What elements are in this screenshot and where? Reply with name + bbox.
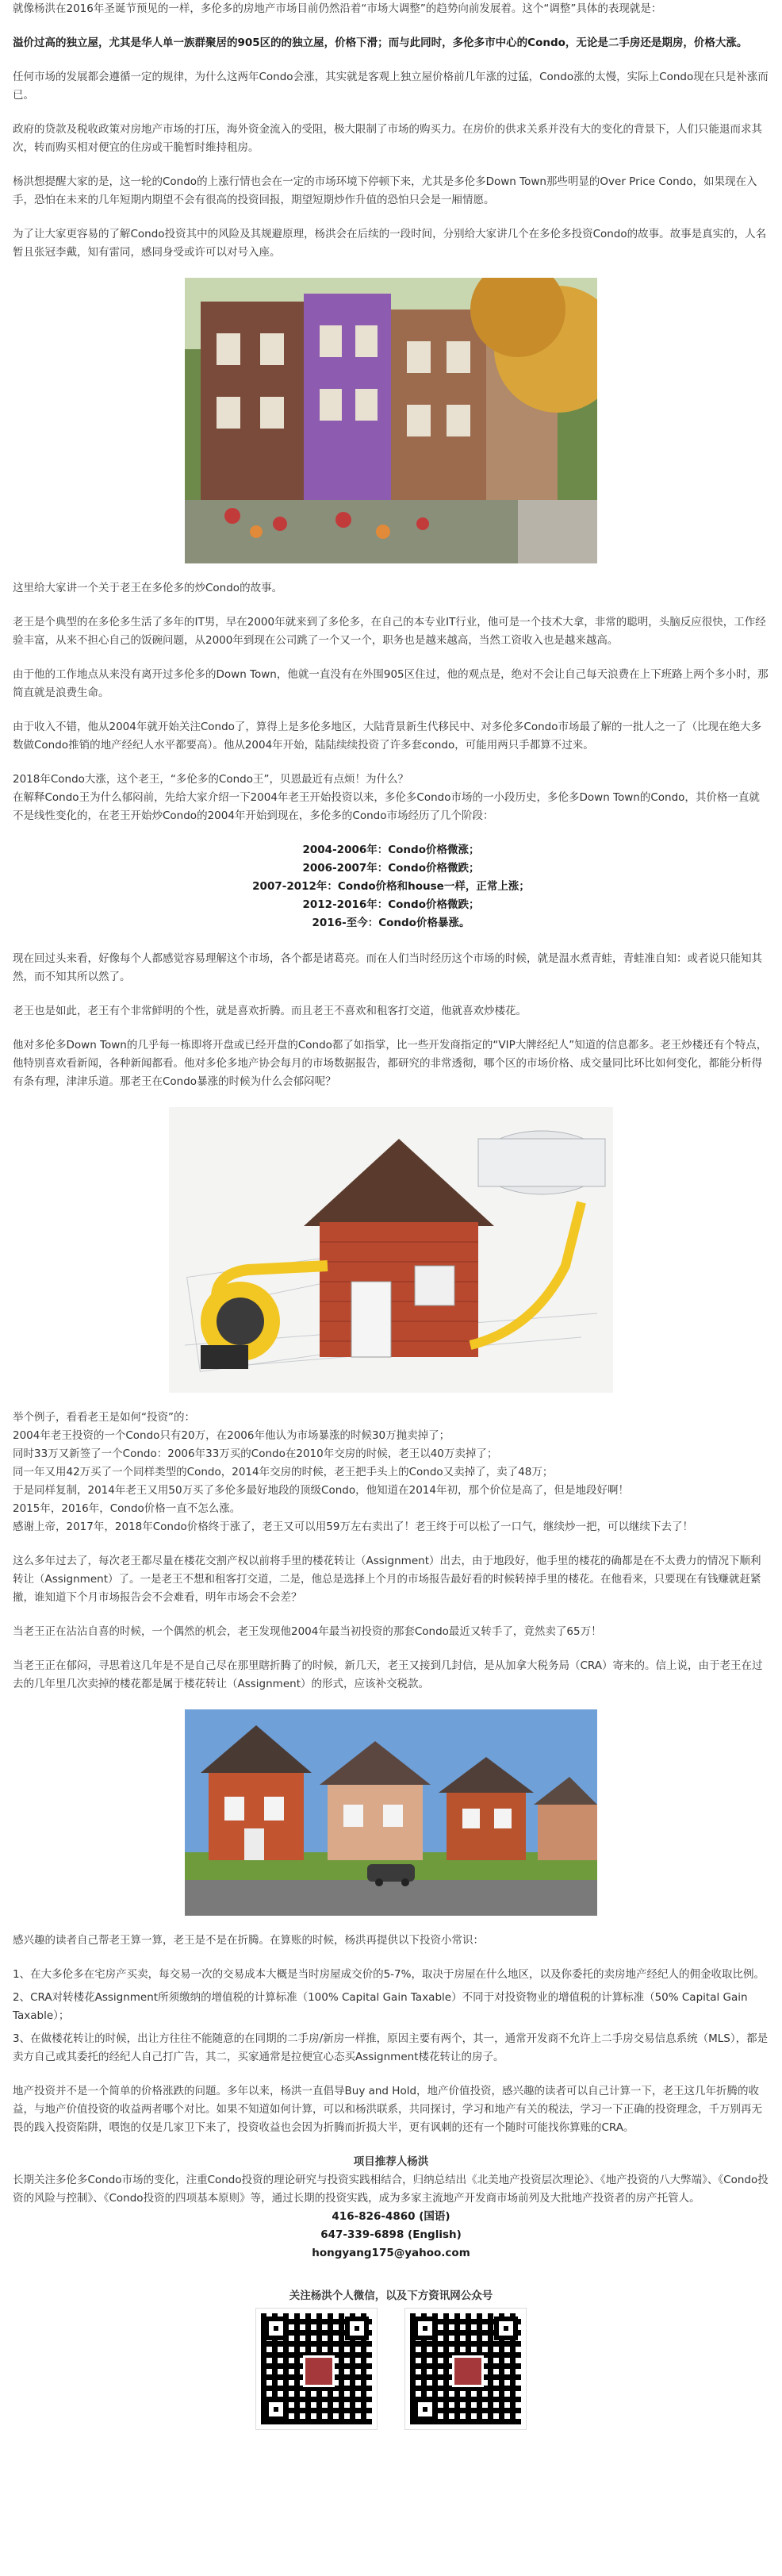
tip-item: 2、CRA对转楼花Assignment所须缴纳的增值税的计算标准（100% Capital Gain Taxable）不同于对投资物业的增值税的计算标准（50% Capital Gain Taxable）； [13, 1991, 748, 2022]
story-paragraph-9: 他对多伦多Down Town的几乎每一栋即将开盘或已经开盘的Condo都了如指掌，比一些开发商指定的“VIP大牌经纪人”知道的信息都多。老王炒楼还有个特点，他特别喜欢看新闻，各种新闻都看。他对多伦多地产协会每月的市场数据报告，都研究的非常透彻，哪个区的市场价格、成交量同比环比如何变化，都能分析得有条有理，津津乐道。那老王在Condo暴涨的时候为什么会郁闷呢？ [13, 1039, 768, 1088]
intro-paragraph-6: 为了让大家更容易的了解Condo投资其中的风险及其规避原理，杨洪会在后续的一段时间，分别给大家讲几个在多伦多投资Condo的故事。故事是真实的，人名暂且张冠李戴，知有雷同，感同身受或许可以对号入座。 [13, 228, 767, 259]
investment-tips [13, 1966, 769, 2067]
avatar [452, 2355, 484, 2387]
story-paragraph-2: 老王是个典型的在多伦多生活了多年的IT男，早在2000年就来到了多伦多，在自己的本专业IT行业，他可是一个技术大拿，非常的聪明，头脑反应很快，工作经验丰富，从来不担心自己的饭碗问题，从2000年到现在公司跳了一个又一个，职务也是越来越高，当然工资收入也是越来越高。 [13, 616, 766, 647]
deal-item: 2015年，2016年，Condo价格一直不怎么涨。 [13, 1502, 241, 1515]
intro-paragraph-3: 任何市场的发展都会遵循一定的规律，为什么这两年Condo会涨，其实就是客观上独立屋价格前几年涨的过猛，Condo涨的太慢，实际上Condo现在只是补涨而已。 [13, 71, 769, 102]
wechat-qr-code [256, 2309, 377, 2429]
closing-paragraph: 地产投资并不是一个简单的价格涨跌的问题。多年以来，杨洪一直倡导Buy and Hold，地产价值投资，感兴趣的读者可以自己计算一下，老王这几年折腾的收益，与地产价值投资的收益两者哪个对比。如果不知道如何计算，可以和杨洪联系，共同探讨，学习和地产有关的税法，学习一下正确的投资理念，千万别再无畏的践入投资陷阱，喂饱的仅是几家卫下来了，投资收益也会因为折腾而折损大半，更有讽刺的还有一个随时可能找你算账的CRA。 [13, 2085, 762, 2134]
story-paragraph-11: 这么多年过去了，每次老王都尽量在楼花交割产权以前将手里的楼花转让（Assignment）出去，由于地段好，他手里的楼花的确都是在不太费力的情况下顺利转让（Assignment）了。一是老王不想和租客打交道，二是，他总是选择上个月的市场报告最好看的时候转掉手里的楼花。在他看来，只要现在有钱赚就赶紧撤，谁知道下个月市场报告会不会难看，明年市场会不会差？ [13, 1555, 761, 1604]
story-paragraph-14: 感兴趣的读者自己帮老王算一算，老王是不是在折腾。在算账的时候，杨洪再提供以下投资小常识： [13, 1934, 484, 1947]
phone-mandarin[interactable]: 416-826-4860 (国语) [332, 2210, 450, 2223]
house-blueprint-photo [169, 1107, 613, 1393]
story-paragraph-7: 现在回过头来看，好像每个人都感觉容易理解这个市场，各个都是诸葛亮。而在人们当时经历这个市场的时候，就是温水煮青蛙，青蛙准自知：或者说只能知其然，而不知其所以然了。 [13, 952, 762, 983]
story-paragraph-13: 当老王正在郁闷，寻思着这几年是不是自己尽在那里瞎折腾了的时候，新几天，老王又接到几封信，是从加拿大税务局（CRA）寄来的。信上说，由于老王在过去的几年里几次卖掉的楼花都是属于楼花转让（Assignment）的形式，应该补交税款。 [13, 1659, 763, 1690]
deal-item: 感谢上帝，2017年，2018年Condo价格终于涨了，老王又可以用59万左右卖出了！老王终于可以松了一口气，继续炒一把，可以继续下去了！ [13, 1521, 693, 1533]
timeline-item: 2006-2007年：Condo价格微跌； [302, 862, 480, 875]
deal-item: 同一年又用42万买了一个同样类型的Condo，2014年交房的时候，老王把手头上的Condo又卖掉了，卖了48万； [13, 1466, 554, 1478]
story-paragraph-12: 当老王正在沾沾自喜的时候，一个偶然的机会，老王发现他2004年最当初投资的那套Condo最近又转手了，竟然卖了65万！ [13, 1625, 602, 1638]
email-link[interactable]: hongyang175@yahoo.com [312, 2247, 470, 2259]
qr-caption: 关注杨洪个人微信，以及下方资讯网公众号 [289, 2290, 493, 2302]
deal-item: 于是同样复制，2014年老王又用50万买了多伦多最好地段的顶级Condo，他知道在2014年初，那个价位是高了，但是地段好啊！ [13, 1484, 629, 1497]
intro-paragraph-1: 就像杨洪在2016年圣诞节预见的一样，多伦多的房地产市场目前仍然沿着“市场大调整”的趋势向前发展着。这个“调整”具体的表现就是： [13, 2, 662, 15]
suburban-houses-photo [185, 1709, 597, 1916]
deals-intro: 举个例子，看看老王是如何“投资”的： [13, 1411, 195, 1424]
timeline-item: 2004-2006年：Condo价格微涨； [302, 844, 480, 856]
deal-item: 同时33万又新签了一个Condo：2006年33万买的Condo在2010年交房的时候，老王以40万卖掉了； [13, 1448, 498, 1460]
intro-paragraph-5: 杨洪想提醒大家的是，这一轮的Condo的上涨行情也会在一定的市场环境下停顿下来，尤其是多伦多Down Town那些明显的Over Price Condo，如果现在入手，恐怕在未来的几年短期内期望不会有很高的投资回报，期望短期炒作升值的恐怕只会是一厢情愿。 [13, 175, 757, 206]
timeline-item: 2016-至今：Condo价格暴涨。 [312, 917, 470, 929]
story-paragraph-6: 在解释Condo王为什么郁闷前，先给大家介绍一下2004年老王开始投资以来，多伦多Condo市场的一小段历史，多伦多Down Town的Condo，其价格一直就不是线性变化的，在老王开始炒Condo的2004年开始到现在，多伦多的Condo市场经历了几个阶段： [13, 791, 760, 822]
deals-list [13, 1409, 769, 1536]
story-paragraph-1: 这里给大家讲一个关于老王在多伦多的炒Condo的故事。 [13, 582, 283, 594]
timeline-item: 2012-2016年：Condo价格微跌； [302, 898, 480, 911]
tip-item: 1、在大多伦多在宅房产买卖，每交易一次的交易成本大概是当时房屋成交价的5-7%，取决于房屋在什么地区，以及你委托的卖房地产经纪人的佣金收取比例。 [13, 1968, 765, 1981]
story-paragraph-5: 2018年Condo大涨，这个老王，“多伦多的Condo王”，贝恩最近有点烦！为什么？ [13, 773, 408, 786]
public-account-qr-code [405, 2309, 526, 2429]
story-paragraph-3: 由于他的工作地点从来没有离开过多伦多的Down Town，他就一直没有在外围905区住过，他的观点是，绝对不会让自己每天浪费在上下班路上两个多小时，那简直就是浪费生命。 [13, 668, 769, 699]
contact-bio: 长期关注多伦多Condo市场的变化，注重Condo投资的理论研究与投资实践相结合，归纳总结出《北美地产投资层次理论》、《地产投资的八大弊端》、《Condo投资的风险与控制》、《Condo投资的四项基本原则》等，通过长期的投资实践，成为多家主流地产开发商市场前列及大批地产投资者的房产托管人。 [13, 2174, 769, 2205]
rowhouses-photo [185, 278, 597, 563]
deal-item: 2004年老王投资的一个Condo只有20万，在2006年他认为市场暴涨的时候30万抛卖掉了； [13, 1429, 450, 1442]
timeline-item: 2007-2012年：Condo价格和house一样，正常上涨； [252, 880, 530, 893]
tip-item: 3、在做楼花转让的时候，出让方往往不能随意的在同期的二手房/新房一样推，原因主要有两个，其一，通常开发商不允许上二手房交易信息系统（MLS），都是卖方自己或其委托的经纪人自己打广告，其二，买家通常是拉便宜心态买Assignment楼花转让的房子。 [13, 2032, 769, 2063]
qr-codes [13, 2309, 769, 2429]
intro-paragraph-2: 溢价过高的独立屋，尤其是华人单一族群聚居的905区的的独立屋，价格下滑；而与此同时，多伦多市中心的Condo，无论是二手房还是期房，价格大涨。 [13, 37, 748, 49]
story-paragraph-4: 由于收入不错，他从2004年就开始关注Condo了，算得上是多伦多地区，大陆背景新生代移民中、对多伦多Condo市场最了解的一批人之一了（比现在绝大多数做Condo推销的地产经纪人水平都要高）。他从2004年开始，陆陆续续投资了许多套condo，可能用两只手都算不过来。 [13, 721, 761, 752]
contact-block [13, 2153, 769, 2263]
intro-paragraph-4: 政府的贷款及税收政策对房地产市场的打压，海外资金流入的受阻，极大限制了市场的购买力。在房价的供求关系并没有大的变化的背景下，人们只能退而求其次，转而购买相对便宜的住房或干脆暂时维持租房。 [13, 123, 762, 154]
story-paragraph-8: 老王也是如此，老王有个非常鲜明的个性，就是喜欢折腾。而且老王不喜欢和租客打交道，他就喜欢炒楼花。 [13, 1005, 527, 1017]
condo-price-timeline [13, 841, 769, 932]
avatar [303, 2355, 335, 2387]
contact-title: 项目推荐人杨洪 [353, 2155, 429, 2168]
phone-english[interactable]: 647-339-6898 (English) [320, 2228, 462, 2241]
